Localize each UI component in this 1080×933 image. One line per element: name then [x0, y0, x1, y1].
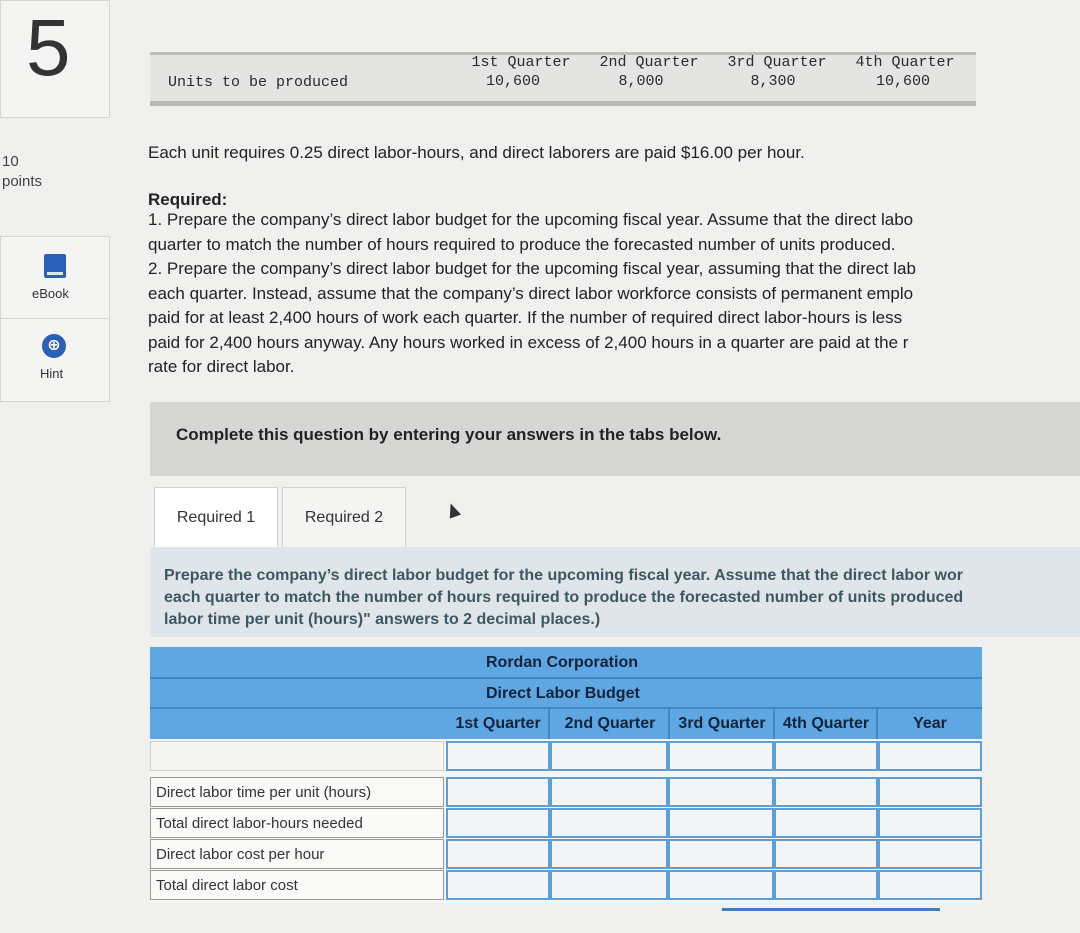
- budget-input-cost-q4[interactable]: [774, 870, 878, 900]
- quarter-header-4: 4th Quarter: [855, 54, 955, 71]
- budget-input-cost-year[interactable]: [878, 870, 982, 900]
- budget-input-time-q3[interactable]: [668, 777, 774, 807]
- budget-input-rate-q3[interactable]: [668, 839, 774, 869]
- required-line: 1. Prepare the company’s direct labor budget for the upcoming fiscal year. Assume that the direct labo: [148, 210, 914, 229]
- row-label-total-cost: Total direct labor cost: [150, 870, 444, 900]
- column-header-q4: 4th Quarter: [782, 715, 870, 732]
- budget-input-rate-q1[interactable]: [446, 839, 550, 869]
- quarter-header-3: 3rd Quarter: [727, 54, 827, 71]
- ebook-icon[interactable]: [44, 254, 66, 278]
- hint-link[interactable]: Hint: [40, 366, 64, 381]
- complete-instruction: Complete this question by entering your answers in the tabs below.: [176, 425, 722, 444]
- budget-input-units-q3[interactable]: [668, 741, 774, 771]
- budget-input-hours-q3[interactable]: [668, 808, 774, 838]
- ebook-link[interactable]: eBook: [32, 286, 69, 301]
- budget-input-units-q4[interactable]: [774, 741, 878, 771]
- column-header-year: Year: [913, 715, 947, 732]
- direct-labor-budget-table: [150, 647, 982, 903]
- column-header-q2: 2nd Quarter: [564, 715, 656, 732]
- instruction-line: labor time per unit (hours)" answers to 2 decimal places.): [164, 611, 601, 628]
- budget-input-time-q1[interactable]: [446, 777, 550, 807]
- units-value-2: 8,000: [618, 73, 664, 90]
- points-value: 10: [2, 153, 19, 170]
- column-header-q3: 3rd Quarter: [678, 715, 766, 732]
- points: [2, 152, 42, 192]
- budget-input-cost-q1[interactable]: [446, 870, 550, 900]
- budget-input-hours-year[interactable]: [878, 808, 982, 838]
- budget-input-cost-q2[interactable]: [550, 870, 668, 900]
- mouse-cursor-icon: [445, 501, 461, 518]
- budget-header: [150, 647, 982, 739]
- question-number: 5: [26, 3, 71, 92]
- row-label-cost-per-hour: Direct labor cost per hour: [150, 839, 444, 869]
- problem-intro: Each unit requires 0.25 direct labor-hours, and direct laborers are paid $16.00 per hour.: [148, 143, 805, 162]
- required-line: quarter to match the number of hours required to produce the forecasted number of units produced.: [148, 234, 896, 254]
- budget-title: Direct Labor Budget: [486, 685, 640, 702]
- budget-input-units-q2[interactable]: [550, 741, 668, 771]
- tab-required-1[interactable]: Required 1: [154, 487, 278, 549]
- budget-input-hours-q4[interactable]: [774, 808, 878, 838]
- column-header-q1: 1st Quarter: [455, 715, 541, 732]
- budget-input-time-year[interactable]: [878, 777, 982, 807]
- required-line: rate for direct labor.: [148, 357, 295, 376]
- column-separator: [548, 707, 550, 739]
- budget-input-hours-q2[interactable]: [550, 808, 668, 838]
- header-rule: [150, 677, 982, 679]
- required-line: paid for at least 2,400 hours of work each quarter. If the number of required direct labor-hours is less: [148, 308, 903, 327]
- resources-divider: [0, 318, 108, 319]
- units-row-label: Units to be produced: [168, 74, 349, 91]
- units-value-1: 10,600: [485, 73, 540, 90]
- instruction-line: each quarter to match the number of hours required to produce the forecasted number of units produced: [164, 589, 964, 606]
- footer-accent-line: [722, 908, 940, 911]
- budget-input-time-q4[interactable]: [774, 777, 878, 807]
- hint-icon[interactable]: ⊕: [42, 334, 66, 358]
- units-value-3: 8,300: [750, 73, 796, 90]
- budget-input-time-q2[interactable]: [550, 777, 668, 807]
- points-label: points: [2, 173, 43, 190]
- header-rule: [150, 707, 982, 709]
- units-row-label-empty: [150, 741, 444, 771]
- quarter-header-2: 2nd Quarter: [599, 54, 699, 71]
- required-line: 2. Prepare the company’s direct labor budget for the upcoming fiscal year, assuming that the direct lab: [148, 259, 916, 278]
- tab-instructions: [164, 565, 963, 631]
- tab-required-2[interactable]: Required 2: [282, 487, 406, 549]
- company-name: Rordan Corporation: [486, 654, 638, 671]
- instruction-line: Prepare the company’s direct labor budget for the upcoming fiscal year. Assume that the direct labor wor: [164, 567, 963, 584]
- quarter-header-1: 1st Quarter: [471, 54, 571, 71]
- budget-input-rate-q4[interactable]: [774, 839, 878, 869]
- budget-input-units-year[interactable]: [878, 741, 982, 771]
- table-bottom-rule: [150, 101, 976, 106]
- required-text: [148, 208, 1080, 380]
- column-separator: [773, 707, 775, 739]
- row-label-total-hours: Total direct labor-hours needed: [150, 808, 444, 838]
- budget-input-units-q1[interactable]: [446, 741, 550, 771]
- budget-input-rate-year[interactable]: [878, 839, 982, 869]
- units-value-4: 10,600: [875, 73, 930, 90]
- budget-input-cost-q3[interactable]: [668, 870, 774, 900]
- row-label-time-per-unit: Direct labor time per unit (hours): [150, 777, 444, 807]
- units-production-table: [150, 52, 976, 102]
- budget-input-rate-q2[interactable]: [550, 839, 668, 869]
- required-line: paid for 2,400 hours anyway. Any hours worked in excess of 2,400 hours in a quarter are paid at the r: [148, 332, 909, 352]
- required-line: each quarter. Instead, assume that the company’s direct labor workforce consists of permanent emplo: [148, 283, 914, 303]
- required-heading: Required:: [148, 190, 228, 209]
- budget-input-hours-q1[interactable]: [446, 808, 550, 838]
